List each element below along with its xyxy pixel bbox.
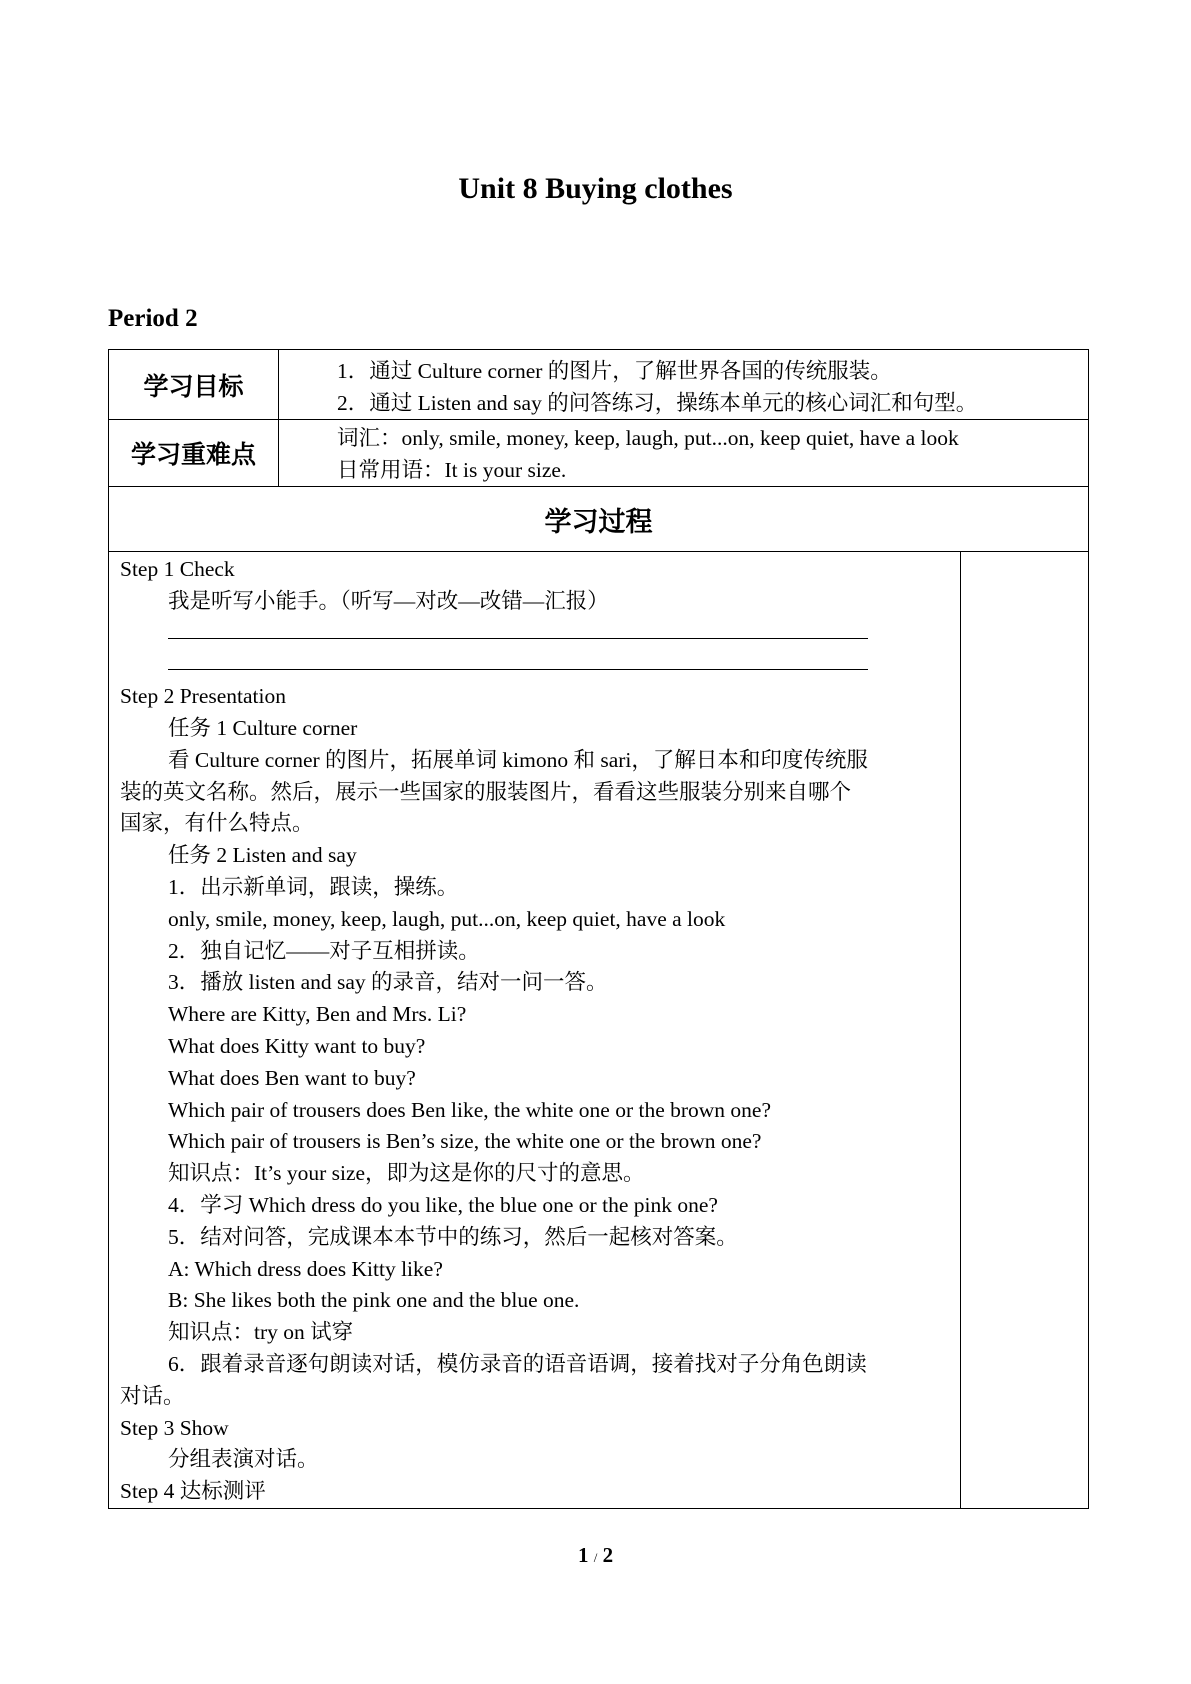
process-line: only, smile, money, keep, laugh, put...on, keep quiet, have a look	[168, 906, 726, 931]
process-line: Step 3 Show	[120, 1415, 229, 1440]
goals-row	[109, 350, 1089, 420]
answer-blank-line	[120, 618, 960, 650]
process-line: Step 4 达标测评	[120, 1479, 266, 1504]
process-line: Which pair of trousers does Ben like, the white one or the brown one?	[168, 1097, 772, 1122]
process-line: 4．学习 Which dress do you like, the blue one or the pink one?	[168, 1192, 718, 1217]
process-line: 1．出示新单词，跟读，操练。	[168, 874, 459, 899]
process-line: What does Kitty want to buy?	[168, 1033, 426, 1058]
process-line: Where are Kitty, Ben and Mrs. Li?	[168, 1002, 467, 1027]
process-line: 国家，有什么特点。	[120, 811, 314, 836]
document-title: Unit 8 Buying clothes	[458, 172, 733, 205]
goals-content	[279, 350, 1089, 420]
process-line: 3．播放 listen and say 的录音，结对一问一答。	[168, 970, 608, 995]
goal-line: 1．通过 Culture corner 的图片，了解世界各国的传统服装。	[337, 359, 892, 383]
process-line: 5．结对问答，完成课本本节中的练习，然后一起核对答案。	[168, 1224, 738, 1249]
process-line: 知识点：It’s your size，即为这是你的尺寸的意思。	[168, 1161, 645, 1186]
process-line: What does Ben want to buy?	[168, 1065, 416, 1090]
page-number	[0, 1543, 1191, 1568]
key-point-line: 日常用语：It is your size.	[337, 457, 567, 482]
process-line: 看 Culture corner 的图片，拓展单词 kimono 和 sari，了解日本和印度传统服	[168, 747, 868, 772]
total-pages: 2	[602, 1543, 614, 1567]
process-line: Step 1 Check	[120, 557, 235, 581]
page-separator: /	[593, 1550, 598, 1565]
process-header-row	[109, 487, 1089, 552]
key-points-label: 学习重难点	[109, 420, 279, 487]
process-line: 任务 1 Culture corner	[168, 715, 358, 740]
process-content	[109, 552, 961, 1509]
process-line: 我是听写小能手。（听写—对改—改错—汇报）	[168, 588, 609, 613]
process-line: Step 2 Presentation	[120, 684, 287, 709]
goals-label: 学习目标	[109, 350, 279, 420]
process-line: 任务 2 Listen and say	[168, 843, 357, 868]
process-line: B: She likes both the pink one and the blue one.	[168, 1288, 580, 1313]
process-line: 知识点：try on 试穿	[168, 1320, 354, 1345]
process-line: 分组表演对话。	[168, 1447, 319, 1472]
period-heading: Period 2	[108, 305, 198, 332]
answer-blank-line	[120, 649, 960, 681]
process-line: Which pair of trousers is Ben’s size, the white one or the brown one?	[168, 1129, 762, 1154]
lesson-table	[108, 349, 1089, 1509]
process-line: 装的英文名称。然后，展示一些国家的服装图片，看看这些服装分别来自哪个	[120, 779, 852, 804]
process-content-row	[109, 552, 1089, 1509]
process-line: 6．跟着录音逐句朗读对话，模仿录音的语音语调，接着找对子分角色朗读	[168, 1351, 867, 1376]
process-line: A: Which dress does Kitty like?	[168, 1256, 443, 1281]
process-label: 学习过程	[109, 487, 1089, 552]
current-page: 1	[577, 1543, 589, 1567]
process-line: 对话。	[120, 1383, 185, 1408]
goal-line: 2．通过 Listen and say 的问答练习，操练本单元的核心词汇和句型。	[337, 390, 978, 415]
key-points-content	[279, 420, 1089, 487]
process-line: 2．独自记忆——对子互相拼读。	[168, 938, 480, 963]
key-point-line: 词汇：only, smile, money, keep, laugh, put...on, keep quiet, have a look	[337, 426, 959, 450]
key-points-row	[109, 420, 1089, 487]
notes-column	[961, 552, 1089, 1509]
